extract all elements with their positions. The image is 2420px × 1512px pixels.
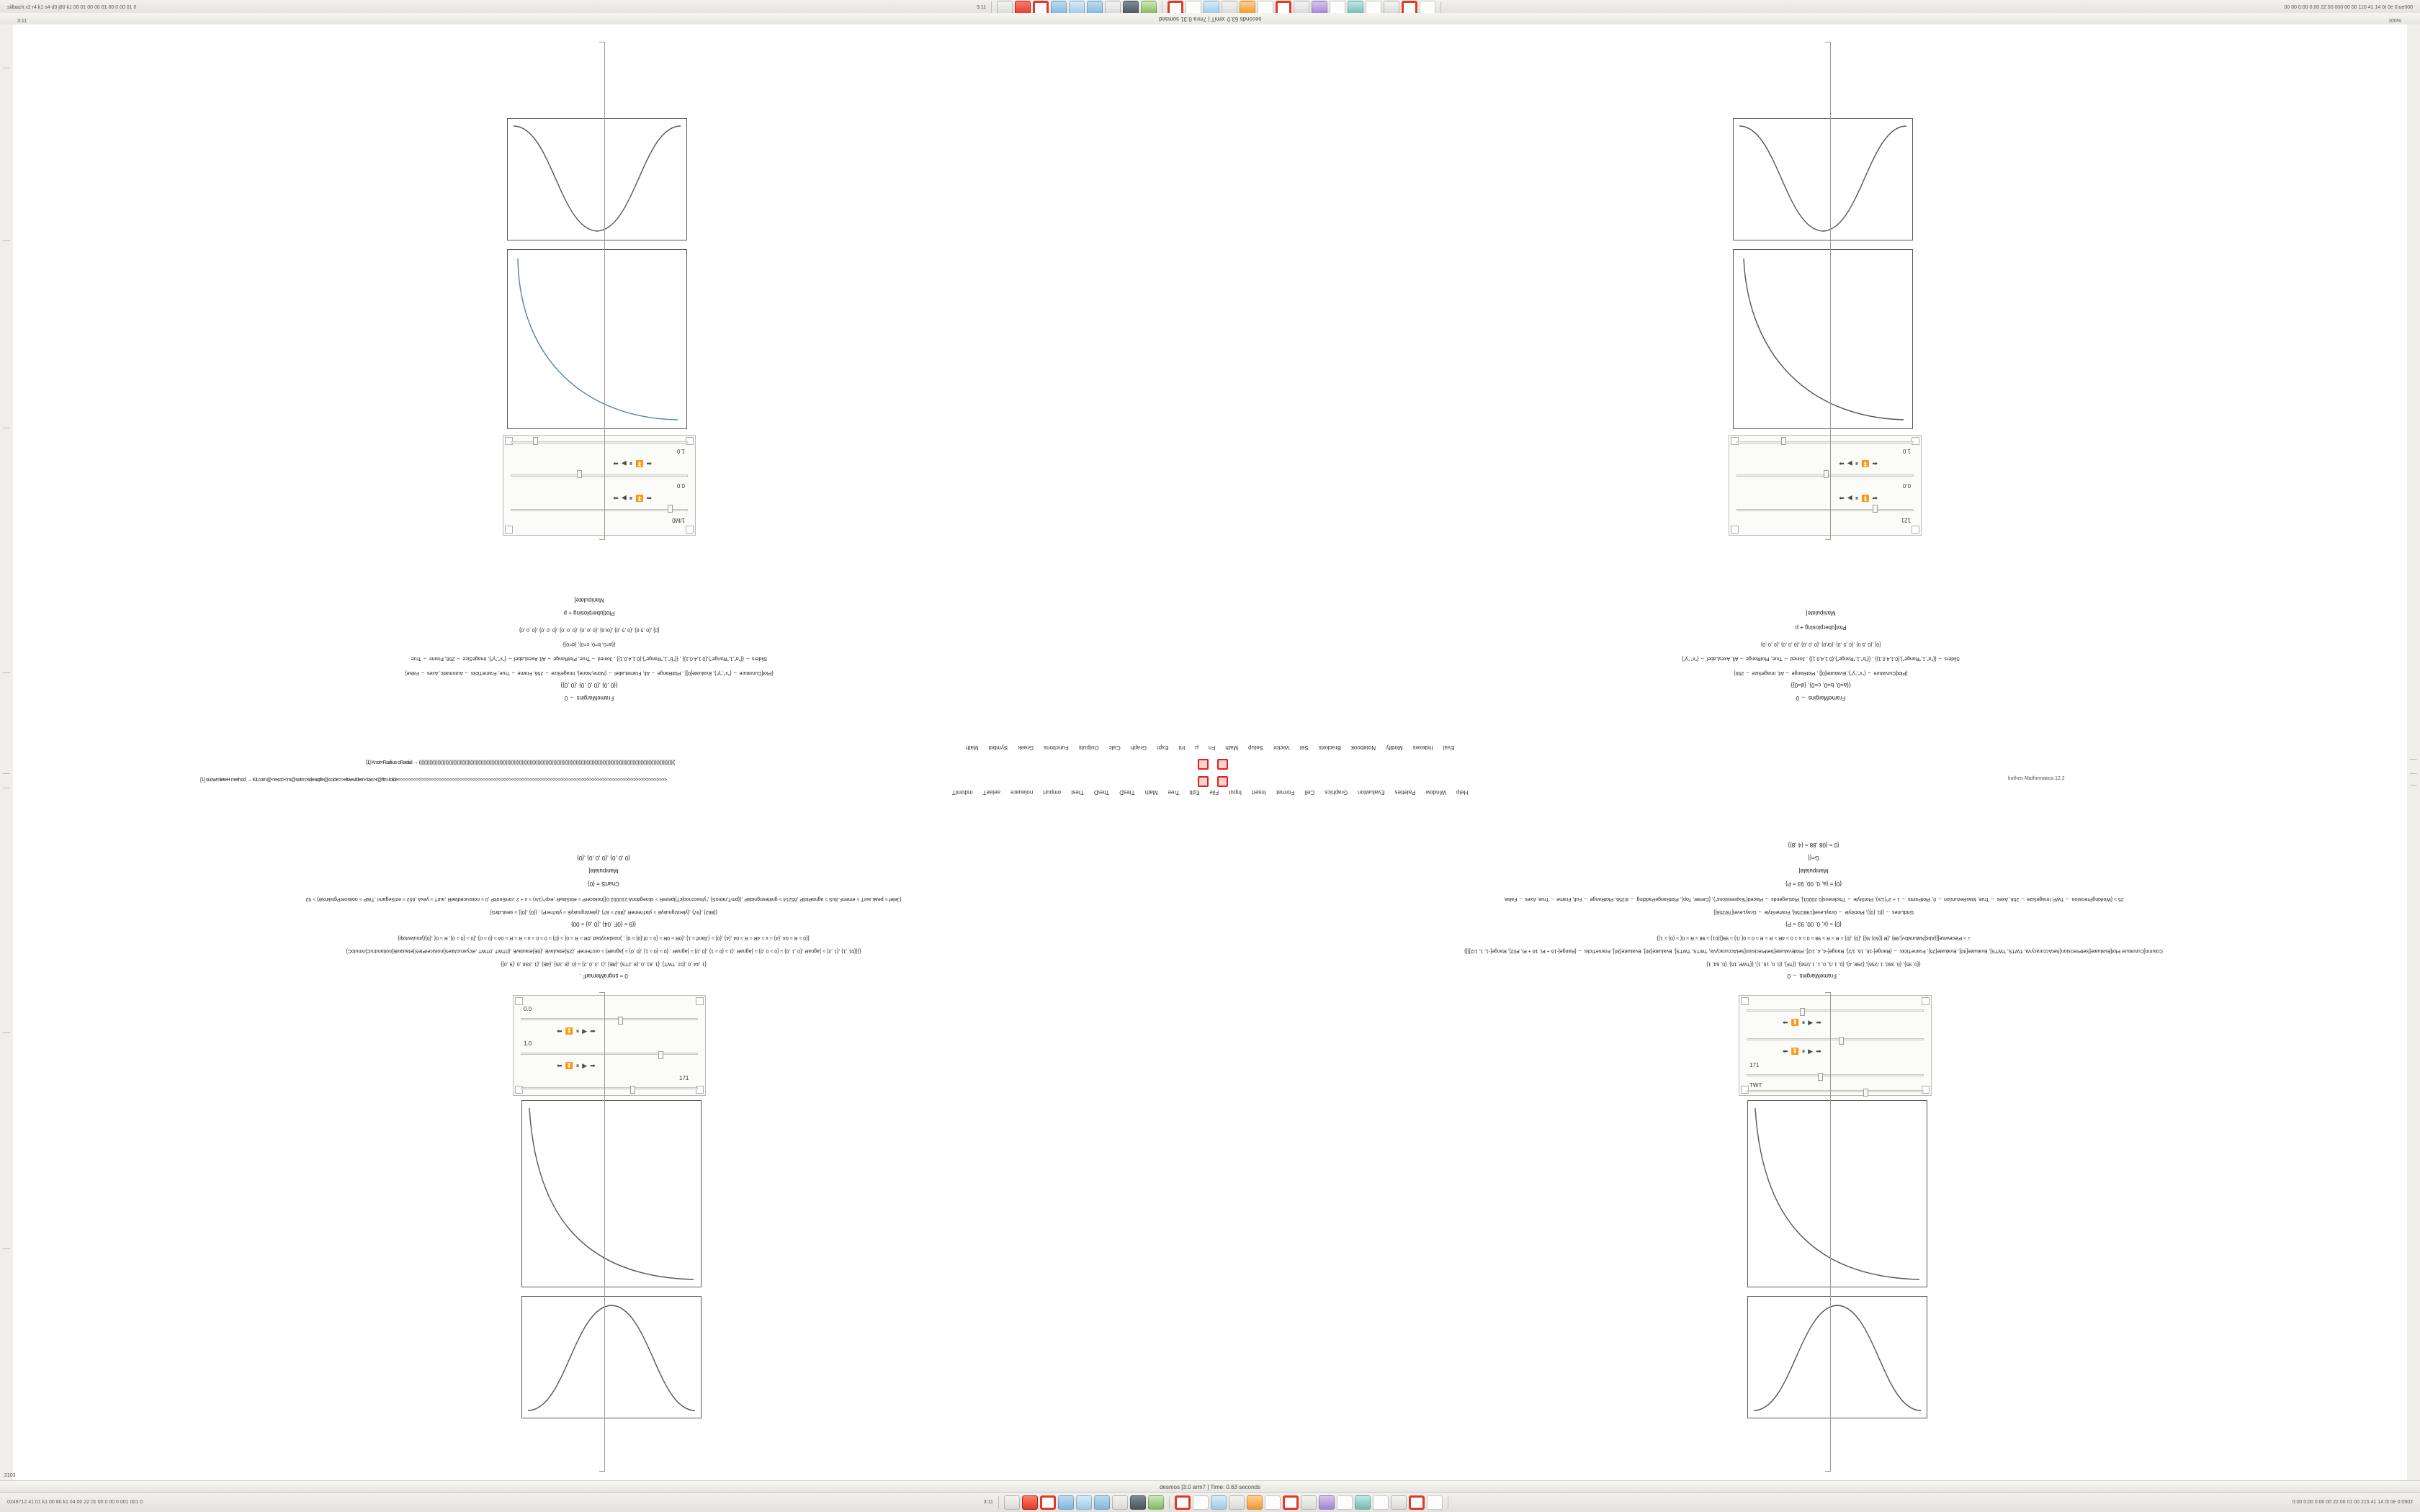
menu-item[interactable]: Outputs <box>1078 744 1099 751</box>
panel-corner-tr-4[interactable] <box>1922 997 1930 1005</box>
right-bottom-code-block[interactable] <box>1252 788 2375 982</box>
slider-track-rb1[interactable] <box>1747 1009 1924 1012</box>
menu-item[interactable]: Modify <box>1386 744 1403 751</box>
decay-curve-svg <box>522 1101 701 1287</box>
next-icon-lb2[interactable]: ➡ <box>590 1062 596 1069</box>
slider-knob-1[interactable] <box>668 505 673 513</box>
titlebar-left-text: sillbach x2 r4 k1 s4 d3 j80 k1 00 01 00 00 01 00 0 00 01 0 <box>7 5 137 10</box>
left-bottom-code-block[interactable] <box>42 802 1165 982</box>
code-line: FrameMargins → 0 <box>564 695 614 701</box>
cell-bracket-right-top[interactable] <box>1825 42 1831 540</box>
code-line: Plot[uberplosing + p <box>1795 624 1847 631</box>
bottom-taskbar-icons[interactable] <box>143 1495 2293 1510</box>
bell-curve-plot-right-top <box>1733 118 1913 240</box>
menu-item-b[interactable]: mdomlT <box>951 789 973 796</box>
slider-row-lb3[interactable] <box>521 1085 698 1092</box>
trash-icon-b[interactable] <box>1373 1495 1389 1510</box>
code-line: Column[Curvature Plot[Evaluate[SetPrecision[SetAccuracyVa, TWTS, TWTS], Evaluate[30], Evaluate[25], FrameTicks → {Range[-16, 16, 1/2], Range[-4, 4, 1/2], PlotEvaluate[SetPrecision[SetAccuracyVa, TWTS, TWTS], Evaluate[30], Evaluate[30], FrameTicks → {Range[-16 + Pi, 16 + Pi, Pi/2], Range[-1, 1, 1/2]}]} <box>1464 948 2163 953</box>
slider-label-r1: 121 <box>1901 517 1911 523</box>
slider-row-rb4[interactable] <box>1747 1088 1924 1094</box>
slider-label-2: 0.0 <box>676 482 685 489</box>
music-icon-b[interactable] <box>1265 1495 1281 1510</box>
code-line: G≈{{ <box>1808 855 1819 861</box>
code-line: GridLines → {{0, {0}}, PlotStyle → GrayLevel[198/256], FrameStyle → GrayLevel[78/256]} <box>1713 909 1914 914</box>
code-line: {{a=0, b=0, c=0}, {d=0}} <box>563 642 616 647</box>
menu-item-b[interactable]: Evaluation <box>1358 789 1385 796</box>
menu-item-b[interactable]: Cell <box>1304 789 1315 796</box>
slider-knob-rb4[interactable] <box>1863 1089 1868 1097</box>
slow-icon-rb1[interactable]: ⏬ <box>1791 1019 1799 1026</box>
menu-item-b[interactable]: Ttest <box>1071 789 1084 796</box>
code-line: 25 ≈ {WorkingPrecision → TWP, ImageSize → 256, Axes → True, MaxRecursion → 0, PlotPoints → 1 + 2^(1/x), PlotStyle → Thickness[0.20001], PlotLegends → Placed("Expressions"), {Center, Top}, PlotRangePadding → 4/256, PlotRange → Full, Frame → True, Axes → False, <box>1503 896 2124 901</box>
archive-icon-b[interactable] <box>1229 1495 1245 1510</box>
slow-icon[interactable]: ⏬ <box>635 495 644 502</box>
menu-item[interactable]: Math <box>965 744 979 751</box>
notebook-status-strip <box>0 1480 2420 1493</box>
panel-corner-tl-2[interactable] <box>1912 526 1919 534</box>
bell-curve-plot-left-top <box>507 118 687 240</box>
slider-knob-lb3[interactable] <box>630 1086 635 1094</box>
code-line: Sliders → {{"a",1,"Range"},{0.1,4,0.1}} , {{"b",1,"Range"},{0.1,4,0.1}} , Joined → True, PlotRange → All, AxesLabel → {"x","y"} <box>1682 656 1960 661</box>
slider-label-rb4: TWT <box>1749 1082 1762 1089</box>
panel-corner-tr-3[interactable] <box>696 997 704 1005</box>
slider-knob-r1[interactable] <box>1873 505 1878 513</box>
menu-item-b[interactable]: Insert <box>1252 789 1267 796</box>
slow-icon-rb2[interactable]: ⏬ <box>1791 1048 1799 1055</box>
code-line: {{0, 95}, {0, 360, 1 /256}, {298, 4}, {0, 1 /1, 0, 1, 1 /256}, {{TF}, {0, 0, 16, 1}, {{TWP, 16}, {0, 64, 1} <box>1706 961 1921 966</box>
menu-item-b[interactable]: aelaeT <box>982 789 1001 796</box>
slider-track-rb4[interactable] <box>1747 1090 1924 1092</box>
menu-item[interactable]: Vector <box>1273 744 1290 751</box>
menu-item[interactable]: Set <box>1299 744 1309 751</box>
slow-icon-lb1[interactable]: ⏬ <box>565 1027 573 1035</box>
code-line: {0 ,0 ,0} ,{0 ,0 ,0} ,{0} <box>577 855 630 861</box>
notes-icon-b[interactable] <box>1319 1495 1335 1510</box>
next-icon-lb1[interactable]: ➡ <box>590 1027 596 1035</box>
quarter-circle-svg <box>508 250 686 428</box>
slider-track-rb2[interactable] <box>1747 1038 1924 1040</box>
code-line: Manipulate[ <box>1798 868 1829 874</box>
prev-icon-lb2[interactable]: ⬅ <box>557 1062 563 1069</box>
play-icon-r1[interactable]: ▶ <box>1847 495 1852 502</box>
menu-item-b[interactable]: Palettes <box>1394 789 1416 796</box>
menu-item-b[interactable]: TtesD <box>1119 789 1135 796</box>
menu-item-b[interactable]: ompurt <box>1043 789 1062 796</box>
code-icon-b[interactable] <box>1355 1495 1371 1510</box>
code-line: Plot[uberplosing + p <box>563 610 615 616</box>
menu-item-b[interactable]: Input <box>1229 789 1242 796</box>
video-icon-b[interactable] <box>1301 1495 1317 1510</box>
calc-icon-b[interactable] <box>1112 1495 1128 1510</box>
menu-item[interactable]: Int <box>1178 744 1186 751</box>
manipulate-panel-right-bottom[interactable] <box>1739 995 1932 1096</box>
bell-curve-plot-right-bottom <box>1747 1296 1927 1418</box>
code-line: ChartS = {0} <box>588 881 619 887</box>
code-line: Sliders → {{"a",1,"Range"},{0.1,4,0.1}} , {{"b",1,"Range"},{0.1,4,0.1}} , Joined → True, PlotRange → All, AxesLabel → {"x","y"}, ImageSize → 256, Frame → True <box>411 656 768 661</box>
play-icon-r2[interactable]: ▶ <box>1847 460 1852 467</box>
right-ruler-rail <box>2406 24 2420 1480</box>
code-line: {{862} ,{97} ,{ylerArgnukyE ≈ ylaTremeR ,{862 ≈ 87} ,{ylerArgnukyE ≈ ylaTrerP} , {{0} ,{0}} ≈ seniLdirG} <box>489 909 718 914</box>
code-line: {Plot[Curvature → {"x","y"}, Evaluate[0]] , PlotRange → All, FrameLabel → {None,None}, ImageSize → 256, Frame → True, FrameTicks → Automatic, Axes → False} <box>405 670 774 675</box>
pause-icon-lb1[interactable]: ⏸ <box>575 1027 580 1035</box>
cell-bracket-left-bottom[interactable] <box>599 992 605 1472</box>
next-icon-r2[interactable]: ➡ <box>1839 460 1845 467</box>
prev-icon-lb1[interactable]: ⬅ <box>557 1027 563 1035</box>
code-line: [0] ,{0 ,5 0} ,{0 ,5 ,0} ,{0r,0} ,{0 ,0 ,0} ,{0 ,0 ,0} ,{0 ,0 ,0} <box>1760 642 1881 647</box>
menu-item[interactable]: µ <box>1195 744 1198 751</box>
menu-item-b[interactable]: Help <box>1456 789 1469 796</box>
slider-track-lb3[interactable] <box>521 1087 698 1089</box>
text-editor-icon-b[interactable] <box>1193 1495 1209 1510</box>
slider-label-rb3: 171 <box>1749 1062 1760 1068</box>
error-marker-icon-1[interactable] <box>1198 759 1209 770</box>
slow-icon-r1[interactable]: ⏬ <box>1861 495 1870 502</box>
prev-icon-2[interactable]: ⬅ <box>646 460 652 467</box>
code-line: {0} ≈ {a, 0, 00, 93 ≈ P} <box>1785 881 1842 887</box>
panel-corner-tl-4[interactable] <box>1741 997 1749 1005</box>
settings-icon-b[interactable] <box>1211 1495 1227 1510</box>
prev-icon-rb1[interactable]: ⬅ <box>1783 1019 1788 1026</box>
slider-row-rb2[interactable] <box>1747 1036 1924 1043</box>
stop-red-icon-b[interactable] <box>1040 1495 1056 1510</box>
bottom-taskbar[interactable] <box>0 1492 2420 1512</box>
menu-item[interactable]: Notebook <box>1350 744 1376 751</box>
bell-curve-svg <box>508 119 686 240</box>
panel-corner-tl-3[interactable] <box>515 997 523 1005</box>
slider-knob-2[interactable] <box>577 470 582 478</box>
mathematica-red-icon-b[interactable] <box>1175 1495 1191 1510</box>
animation-controls-1[interactable] <box>613 494 652 502</box>
slider-track-lb2[interactable] <box>521 1053 698 1055</box>
slider-knob-rb3[interactable] <box>1818 1073 1823 1081</box>
pause-icon-rb1[interactable]: ⏸ <box>1801 1019 1806 1026</box>
browser-icon-b[interactable] <box>1094 1495 1110 1510</box>
menu-item[interactable]: Functions <box>1044 744 1069 751</box>
menu-item[interactable]: Symbol <box>988 744 1008 751</box>
pause-icon-2[interactable]: ⏸ <box>629 460 633 467</box>
taskbar-clock: 3:11 <box>976 5 986 10</box>
slider-track-rb3[interactable] <box>1747 1074 1924 1076</box>
menu-item[interactable]: Expr <box>1157 744 1169 751</box>
code-line: 0 ≈ sngraMemarF . <box>579 973 628 979</box>
play-icon-lb1[interactable]: ▶ <box>582 1027 588 1035</box>
animation-controls-lb1[interactable] <box>557 1027 596 1035</box>
left-top-code-block[interactable] <box>56 540 1122 706</box>
next-icon-rb2[interactable]: ➡ <box>1816 1048 1821 1055</box>
error-marker-icon-2[interactable] <box>1217 759 1228 770</box>
center-palette-top[interactable] <box>13 744 2407 751</box>
right-top-code-block[interactable] <box>1281 540 2361 706</box>
record-red-icon-b[interactable] <box>1022 1495 1038 1510</box>
zoom-percent-label: 100% <box>2388 19 2401 24</box>
slider-row-rb1[interactable] <box>1747 1007 1924 1014</box>
slider-track-lb1[interactable] <box>521 1018 698 1020</box>
animation-controls-rb1[interactable] <box>1783 1019 1821 1027</box>
slider-label-r3: 1.0 <box>1902 448 1911 454</box>
menu-item[interactable]: Fn <box>1208 744 1216 751</box>
prev-icon-r1[interactable]: ⬅ <box>1872 495 1878 502</box>
slider-row-rb3[interactable] <box>1747 1072 1924 1079</box>
code-line: {{a=0, b=0, c=0}, {d=0}} <box>1791 682 1851 688</box>
files-icon-b[interactable] <box>1058 1495 1074 1510</box>
code-line: {{0 ,0} ,{0 ,0 ,0} ,{0 ,0}} <box>560 682 618 688</box>
play-icon-rb2[interactable]: ▶ <box>1808 1048 1814 1055</box>
page-number-label: 2103 <box>4 1473 16 1478</box>
menu-item[interactable]: Indexes <box>1412 744 1433 751</box>
code-line: ≈ ≈ Piecewise[{{Abs[NaturalDv],98} ,{R {(60) /6}} ,{0} ,{0} ≈ R ≈ R ≈ 98 ≈ 0 ≈ x ≈ 0 ≈ 4R ≈ R ≈ R ≈ 0 ≈ 0{ /1} ≈ 99{}{01} ≈ 98 ≈ R ≈ 0{ ≈ {0} ≈ 1}} <box>1657 935 1971 940</box>
image-viewer-icon-b[interactable] <box>1148 1495 1164 1510</box>
divider-b1 <box>998 1496 999 1509</box>
menu-item[interactable]: Greek <box>1018 744 1034 751</box>
notebook-canvas[interactable] <box>13 24 2407 1480</box>
slow-icon-2[interactable]: ⏬ <box>635 460 644 467</box>
selected-code-line-2[interactable] <box>200 778 667 783</box>
quarter-circle-plot-left-top <box>507 249 687 429</box>
error-marker-icon-4[interactable] <box>1217 776 1228 787</box>
center-menu-row-top[interactable] <box>13 744 2407 751</box>
notebook-tab-top[interactable] <box>0 13 2420 25</box>
code-line: {{0 ≈ R ≈ 04 ,{4} ≈ x ≈ 4R ≈ R ≈ 04 ,{4} ,{0} ≈ {Jlanif ≈ 1} ,{0R ≈ 0R ≈ {0 ≈ 0f,{0} ≈ 0{ , }noislaVytaid ,0R ≈ R ≈ 0{ ≈ {0} ≈ 0 ≈ 0 ≈ 4 ≈ R ≈ R ≈ 04 ≈ {0 ≈ 0} ,{0 ≈ {0 ≈ 0}, R ≈ 0{ ,{0}{ytoulavtolp} <box>398 935 810 940</box>
code-line: {Plot[Curvature → {"x","y"}, Evaluate[0]] , PlotRange → All, ImageSize → 256} <box>1734 670 1908 675</box>
menu-item[interactable]: Setup <box>1248 744 1264 751</box>
prev-icon-r2[interactable]: ⬅ <box>1872 460 1878 467</box>
menu-item-b[interactable]: File <box>1209 789 1219 796</box>
pause-icon-rb2[interactable]: ⏸ <box>1801 1048 1806 1055</box>
code-line: {0} ≈ {x, 0, 00, 93 ≈ P} <box>1785 921 1842 927</box>
bell-curve-svg-4 <box>1748 1297 1927 1418</box>
menu-item-b[interactable]: Graphics <box>1325 789 1348 796</box>
decay-curve-svg-2 <box>1748 1101 1927 1287</box>
bottom-right-group <box>2293 1500 2420 1505</box>
slider-label-lb1: 0.0 <box>524 1006 532 1012</box>
menu-item-b[interactable]: Window <box>1425 789 1446 796</box>
slider-label-1: 1/M0 <box>672 517 685 523</box>
animation-controls-r1[interactable] <box>1839 494 1878 502</box>
clock-icon-b[interactable] <box>1409 1495 1425 1510</box>
pause-icon-r2[interactable]: ⏸ <box>1855 460 1859 467</box>
code-line: {0 ≈ {08 ,88 ≈ {4 ,8}} <box>1788 842 1839 848</box>
bell-curve-svg-3 <box>522 1297 701 1418</box>
panel-corner-tl[interactable] <box>686 526 694 534</box>
menu-item-b[interactable]: Tree <box>1168 789 1180 796</box>
animation-controls-rb2[interactable] <box>1783 1048 1821 1056</box>
quarter-circle-svg-2 <box>1734 250 1912 428</box>
firefox-icon-b[interactable] <box>1004 1495 1020 1510</box>
animation-controls-r2[interactable] <box>1839 459 1878 467</box>
pause-icon-lb2[interactable]: ⏸ <box>575 1062 580 1069</box>
media-icon-b[interactable] <box>1130 1495 1146 1510</box>
menu-item-b[interactable]: Edit <box>1189 789 1200 796</box>
slider-label-lb2: 1.0 <box>524 1040 532 1047</box>
slider-knob-r3[interactable] <box>1781 437 1786 445</box>
mail-icon-b[interactable] <box>1247 1495 1263 1510</box>
slider-knob-lb2[interactable] <box>658 1051 663 1059</box>
help-icon-b[interactable] <box>1391 1495 1407 1510</box>
slider-value-lb: 171 <box>679 1075 689 1081</box>
animation-controls-2[interactable] <box>613 459 652 467</box>
prev-icon-rb2[interactable]: ⬅ <box>1783 1048 1788 1055</box>
divider-3 <box>1440 1 1441 14</box>
menu-item[interactable]: Graph <box>1130 744 1147 751</box>
menu-item[interactable]: Math <box>1225 744 1239 751</box>
pause-icon[interactable]: ⏸ <box>629 495 633 502</box>
play-icon-rb1[interactable]: ▶ <box>1808 1019 1814 1026</box>
titlebar-right-text: 00 00 0:00 0:00 22 00 000 00 00 110 41 14 0t 0e 0:ue000 <box>2284 5 2413 10</box>
bell-curve-plot-left-bottom <box>521 1296 702 1418</box>
code-line: {1 ,44 ,0 ,{01 ,TWT} ,{1 ,81 ,0 ,{8 ,2TS} ,{8E} ,{1 ,3 ,0 ,2} ≈ {0 ,{8 ,3S} ,{4E} ,{1 ,3S6 ,0 ,{9 ,0}} <box>501 961 707 966</box>
next-icon-r1[interactable]: ➡ <box>1839 495 1845 502</box>
panel-corner-tr-2[interactable] <box>1731 526 1739 534</box>
menu-item-b[interactable]: Format <box>1276 789 1295 796</box>
slider-knob-rb2[interactable] <box>1839 1037 1844 1045</box>
slow-icon-r2[interactable]: ⏬ <box>1861 460 1870 467</box>
menu-item-b[interactable]: Math <box>1144 789 1158 796</box>
decay-curve-plot-right-bottom <box>1747 1100 1927 1287</box>
zoom-level-label: 3:11 <box>17 19 27 24</box>
code-line: {Jelef ≈ peak.aurT ≈ emenF.JluS ≈ agnaRtolP ,65214 ≈ gnittesngnidaP ,{{pmT,ratnoS} ,"ylnoccnoojcT}ipezeR ≈ sknegdoriA 210002.0{}noisicerP ≈ etaSlavR ,exp^(1/x) ≈ x + 2 ,rorrEnoitP ,0 ≈ noisrucedlaeR ,aurT ≈ yexA ,652 ≈ eziSegamI ,TWP ≈ noisicerPgnikroW} ≈ 52 <box>305 896 902 901</box>
code-line: Manipulate[ <box>574 597 604 603</box>
divider <box>991 1 992 14</box>
chart-icon-b[interactable] <box>1337 1495 1353 1510</box>
kernel-version-label: kothen Mathematica 12.2 <box>2008 776 2065 781</box>
slider-knob-rb1[interactable] <box>1800 1008 1805 1016</box>
titlebar-right-group <box>2284 5 2420 10</box>
code-line: [0] ,{0 ,5 0} ,{0 ,5 ,0} ,{0r,0} ,{0 ,0 ,0} ,{0 ,0 ,0} ,{0 ,0 ,0} ,{0 ,0 ,0} <box>519 627 660 632</box>
slider-row-lb2[interactable] <box>521 1050 698 1057</box>
cell-bracket-right-bottom[interactable] <box>1825 992 1831 1472</box>
next-icon-2[interactable]: ➡ <box>613 460 619 467</box>
selected-code-text-1: [1] Knot=Radius oRadial → (((((((((((((((((((((((((((((((((((((((((((((((((((((((((((((((((((((((((((((((((((((((((((((((((((((((((((((((((((((((((((((((((((((((((((((((((((((((((((((((((((((((((((((((((((((((((((((((((( <box>366 760 675 765</box>
cell-bracket-left-top[interactable] <box>599 42 605 540</box>
menu-item[interactable]: Brackets <box>1318 744 1341 751</box>
next-icon-rb1[interactable]: ➡ <box>1816 1019 1821 1026</box>
terminal-icon-b[interactable] <box>1076 1495 1092 1510</box>
animation-controls-lb2[interactable] <box>557 1062 596 1070</box>
slider-knob-lb1[interactable] <box>618 1017 623 1025</box>
bottom-left-text: 0249712 41 01 k1 00 80 k1 04 00 22 01 00 0 00 0 001 001 0 <box>7 1500 143 1505</box>
code-line: Manipulate[ <box>588 868 619 874</box>
selected-code-text-2: [1] suowmleteH method → Kit.com@<exct><m@sotm>toleaqtfe@ccide>>eltaeuldern<tan>r@ftm.tolde>>>>>>>>>>>>>>>>>>>>>>>>>>>>>>>>>>>>>>>>>>>>>>>>>>>>>>>>>>>>>>>>>>>>>>>>>>>>>>>>>>>>>>>>>>>>>>>>>>>>>>>> <box>200 778 667 783</box>
slider-knob-3[interactable] <box>533 437 538 445</box>
bottom-right-text: 0:00 0:00 0:00 00 22 00 01 00 215 41 14 0t 0e 0:0902 <box>2292 1500 2413 1505</box>
prev-icon[interactable]: ⬅ <box>646 495 652 502</box>
manipulate-panel-left-bottom[interactable] <box>513 995 706 1096</box>
record-red-icon-b2[interactable] <box>1283 1495 1299 1510</box>
play-icon-lb2[interactable]: ▶ <box>582 1062 588 1069</box>
menu-item-b[interactable]: TtesD <box>1093 789 1110 796</box>
notebook-tab-top-label: seconds 63.0 :emiT | 7mra 0.31 somsed <box>1158 15 1262 22</box>
decay-curve-plot-left-bottom <box>521 1100 702 1287</box>
panel-corner-tr[interactable] <box>505 526 513 534</box>
slider-label-r2: 0.0 <box>1902 482 1911 489</box>
slider-label-3: 1.0 <box>676 448 685 454</box>
bottom-taskbar-clock: 3:11 <box>983 1500 993 1505</box>
next-icon[interactable]: ➡ <box>613 495 619 502</box>
bell-curve-svg-2 <box>1734 119 1912 240</box>
menu-item[interactable]: Eval <box>1443 744 1455 751</box>
menu-item-b[interactable]: nolauare <box>1010 789 1034 796</box>
slow-icon-lb2[interactable]: ⏬ <box>565 1062 573 1069</box>
selected-code-line-1[interactable] <box>366 760 675 765</box>
slider-row-lb1[interactable] <box>521 1016 698 1022</box>
divider-b2 <box>1169 1496 1170 1509</box>
status-center-label: desmos [3.0 arm7 ] Time: 0.63 seconds <box>1159 1483 1261 1490</box>
extra-icon-b[interactable] <box>1427 1495 1443 1510</box>
play-icon[interactable]: ▶ <box>621 495 627 502</box>
code-line: . FrameMargins → 0 <box>1787 973 1840 979</box>
pause-icon-r1[interactable]: ⏸ <box>1855 495 1859 502</box>
code-line: FrameMargins → 0 <box>1796 695 1846 701</box>
menu-item[interactable]: Calc <box>1108 744 1121 751</box>
error-marker-icon-3[interactable] <box>1198 776 1209 787</box>
bottom-left-group <box>0 1500 143 1505</box>
quarter-circle-plot-right-top <box>1733 249 1913 429</box>
code-line: Manipulate[ <box>1806 610 1836 616</box>
titlebar-left-group <box>0 5 136 10</box>
code-line: {{9 ≈ {0F ,04} ,{0 ,a} ≈ 00} <box>570 921 637 927</box>
play-icon-2[interactable]: ▶ <box>621 460 627 467</box>
code-line: {{{{01 ,1} ,{1 ,2} ≈ }agnaR ,{0 ,1 ,0} ≈ {0 ≈ 0 ,0} ≈ }agnaR ,{1 ≈ {0 ≈ 1} ,{0 ,0} ≈ }agnaR , {0 ≈ {0 ≈ 1} ,{0 ,0} ≈ }agnaR} ≈ oroTerneF ,{2S}etaulavE ,{0E}etaulavE ,{0TWT ,0TWT ,elcyarucAkeS}noisicerPteS}etaulavE{noitarutruC}nmuloC} <box>346 948 861 953</box>
left-ruler-rail <box>0 24 14 1480</box>
